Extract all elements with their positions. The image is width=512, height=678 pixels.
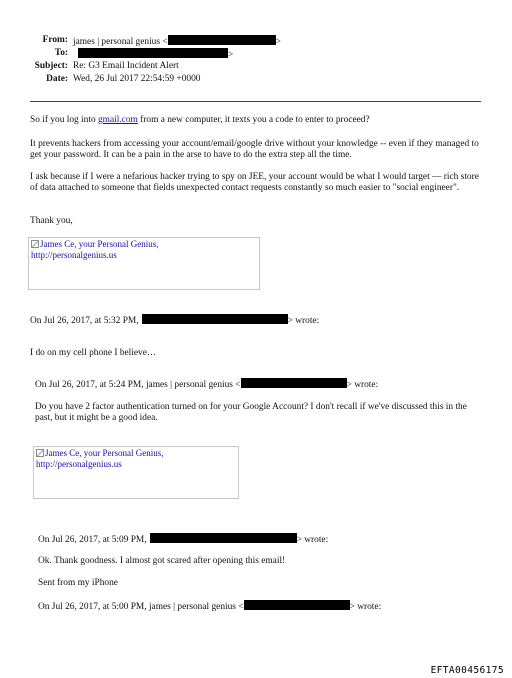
to-label: To: <box>54 48 68 58</box>
quote2-attribution-after: > wrote: <box>346 380 379 390</box>
redaction-bar <box>142 314 288 324</box>
from-value: james | personal genius < <box>73 37 168 47</box>
p1-after: from a new computer, it texts you a code to enter to proceed? <box>137 115 370 125</box>
signature-alt-line-2: http://personalgenius.us <box>36 459 122 469</box>
redaction-bar <box>244 600 350 610</box>
quote3-text: Ok. Thank goodness. I almost got scared after opening this email! <box>38 556 286 566</box>
redaction-bar <box>78 48 228 58</box>
quote3-attribution-after: > wrote: <box>296 535 329 545</box>
signature-image-placeholder <box>28 237 260 290</box>
quote1-attribution <box>30 314 319 327</box>
redaction-bar <box>168 35 276 45</box>
broken-image-icon <box>31 240 39 248</box>
body-paragraph-1 <box>30 115 370 126</box>
quote4-attribution <box>38 600 381 613</box>
date-value: Wed, 26 Jul 2017 22:54:59 +0000 <box>73 74 201 84</box>
to-close: > <box>228 50 234 60</box>
quote1-text: I do on my cell phone I believe… <box>30 348 157 358</box>
signature-alt-line-2: http://personalgenius.us <box>31 250 117 260</box>
quote1-attribution-before: On Jul 26, 2017, at 5:32 PM, <box>30 316 139 326</box>
signature-alt-line-1: James Ce, your Personal Genius, <box>36 448 236 459</box>
redaction-bar <box>150 533 297 543</box>
from-label: From: <box>42 35 68 45</box>
quote2-text: Do you have 2 factor authentication turned on for your Google Account? I don't recall if we've discussed this in the past, but it might be a good idea. <box>35 402 467 424</box>
from-close: > <box>275 37 281 47</box>
quote3-attribution <box>38 533 328 546</box>
body-paragraph-3: I ask because if I were a nefarious hacker trying to spy on JEE, your account would be what I would target — rich store of data attached to someone that fields unexpected contact requests constantly so much easier to "social engineer". <box>30 172 479 194</box>
broken-image-icon <box>36 449 44 457</box>
quote4-attribution-before: On Jul 26, 2017, at 5:00 PM, james | personal genius < <box>38 602 244 612</box>
p1-before: So if you log into <box>30 115 98 125</box>
subject-label: Subject: <box>34 61 68 71</box>
header-divider <box>30 101 481 102</box>
quote2-attribution-before: On Jul 26, 2017, at 5:24 PM, james | personal genius < <box>35 380 241 390</box>
quote4-attribution-after: > wrote: <box>349 602 382 612</box>
quote2-attribution <box>35 378 378 391</box>
from-field <box>73 35 281 48</box>
bates-number: EFTA00456175 <box>430 665 504 676</box>
redaction-bar <box>241 378 347 388</box>
quote3-attribution-before: On Jul 26, 2017, at 5:09 PM, <box>38 535 147 545</box>
signoff: Thank you, <box>30 216 73 226</box>
signature-image-placeholder-2 <box>33 446 239 499</box>
subject-value: Re: G3 Email Incident Alert <box>73 61 179 71</box>
quote3-sent-from: Sent from my iPhone <box>38 578 118 588</box>
quote1-attribution-after: > wrote: <box>287 316 320 326</box>
signature-alt-line-1: James Ce, your Personal Genius, <box>31 239 257 250</box>
to-field <box>78 48 233 61</box>
gmail-link[interactable]: gmail.com <box>97 115 138 125</box>
body-paragraph-2: It prevents hackers from accessing your account/email/google drive without your knowledge -- even if they managed to get your password. It can be a pain in the arse to have to do the extra step all the time. <box>30 139 479 161</box>
date-label: Date: <box>46 74 68 84</box>
